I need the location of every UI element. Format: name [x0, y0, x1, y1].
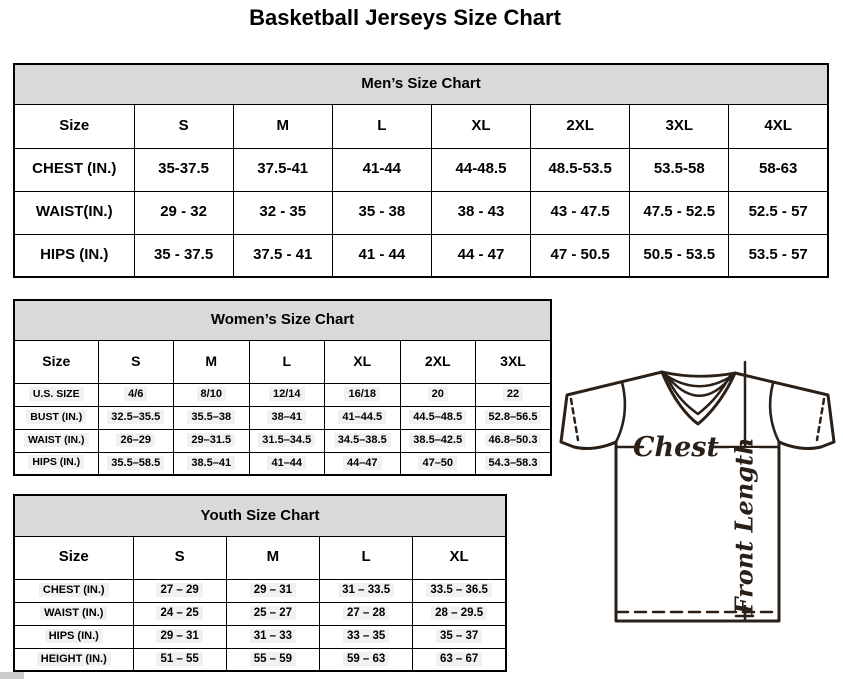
table-cell-text: 33 – 35	[343, 629, 389, 643]
table-cell: 29 - 32	[134, 191, 233, 234]
column-header-m: M	[174, 340, 250, 383]
column-header-l: L	[332, 104, 431, 148]
column-header-2xl: 2XL	[531, 104, 630, 148]
row-label	[14, 648, 133, 671]
table-cell	[174, 383, 250, 406]
table-cell-text: 27 – 28	[343, 606, 389, 620]
men-row-2	[14, 234, 828, 277]
table-cell-text: 31 – 33	[250, 629, 296, 643]
row-label	[14, 452, 98, 475]
table-cell: 41 - 44	[332, 234, 431, 277]
table-cell: 43 - 47.5	[531, 191, 630, 234]
table-cell	[226, 602, 319, 625]
left-cuff-dashed-seam	[571, 399, 578, 440]
size-header-cell: Size	[14, 340, 98, 383]
table-cell	[413, 625, 506, 648]
table-cell	[320, 602, 413, 625]
column-header-3xl: 3XL	[630, 104, 729, 148]
table-cell-text: 32.5–35.5	[107, 410, 164, 424]
table-cell	[133, 579, 226, 602]
collar-top-edge	[662, 372, 735, 376]
table-cell-text: 34.5–38.5	[334, 433, 391, 447]
table-cell	[413, 602, 506, 625]
page-title: Basketball Jerseys Size Chart	[249, 5, 561, 30]
table-cell-text: 24 – 25	[156, 606, 202, 620]
youth-row-3	[14, 648, 506, 671]
table-cell	[476, 429, 552, 452]
table-cell: 44-48.5	[431, 148, 530, 191]
column-header-m: M	[226, 536, 319, 579]
men-row-0	[14, 148, 828, 191]
column-header-s: S	[98, 340, 174, 383]
table-cell	[320, 625, 413, 648]
table-cell-text: 29 – 31	[250, 583, 296, 597]
table-cell-text: 38.5–41	[187, 456, 235, 470]
table-cell-text: 31 – 33.5	[338, 583, 394, 597]
table-cell-text: 35 – 37	[436, 629, 482, 643]
row-label-text: WAIST (IN.)	[40, 606, 107, 620]
jersey-diagram	[550, 352, 843, 637]
table-cell: 52.5 - 57	[729, 191, 828, 234]
women-row-3	[14, 452, 551, 475]
men-row-1	[14, 191, 828, 234]
column-header-l: L	[320, 536, 413, 579]
row-label	[14, 602, 133, 625]
table-cell	[476, 406, 552, 429]
table-cell	[400, 452, 476, 475]
table-cell-text: 31.5–34.5	[258, 433, 315, 447]
row-label-text: CHEST (IN.)	[39, 583, 109, 597]
table-cell: 47 - 50.5	[531, 234, 630, 277]
table-cell	[226, 579, 319, 602]
table-cell-text: 29–31.5	[187, 433, 235, 447]
size-header-cell: Size	[14, 536, 133, 579]
table-cell: 58-63	[729, 148, 828, 191]
table-cell	[249, 383, 325, 406]
womens-size-chart-table	[13, 299, 552, 476]
table-cell	[98, 406, 174, 429]
column-header-2xl: 2XL	[400, 340, 476, 383]
row-label	[14, 579, 133, 602]
table-cell	[133, 602, 226, 625]
column-header-4xl: 4XL	[729, 104, 828, 148]
table-cell	[400, 406, 476, 429]
row-label: HIPS (IN.)	[14, 234, 134, 277]
table-cell	[325, 452, 401, 475]
column-header-s: S	[134, 104, 233, 148]
youth-size-chart-table	[13, 494, 507, 672]
row-label-text: U.S. SIZE	[29, 387, 84, 401]
row-label	[14, 429, 98, 452]
table-cell	[320, 579, 413, 602]
table-cell-text: 38–41	[267, 410, 306, 424]
right-cuff-dashed-seam	[817, 399, 824, 440]
row-label	[14, 406, 98, 429]
table-cell	[98, 383, 174, 406]
table-cell-text: 8/10	[197, 387, 226, 401]
column-header-xl: XL	[431, 104, 530, 148]
row-label-text: HIPS (IN.)	[45, 629, 103, 643]
table-cell: 47.5 - 52.5	[630, 191, 729, 234]
right-armhole-seam	[770, 383, 779, 442]
row-label	[14, 383, 98, 406]
table-cell-text: 38.5–42.5	[409, 433, 466, 447]
column-header-m: M	[233, 104, 332, 148]
table-cell	[133, 625, 226, 648]
row-label-text: WAIST (IN.)	[24, 433, 89, 447]
table-cell-text: 35.5–38	[187, 410, 235, 424]
youth-row-2	[14, 625, 506, 648]
table-cell-text: 59 – 63	[343, 652, 389, 666]
table-cell: 44 - 47	[431, 234, 530, 277]
table-cell: 37.5-41	[233, 148, 332, 191]
row-label: WAIST(IN.)	[14, 191, 134, 234]
youth-row-1	[14, 602, 506, 625]
table-cell-text: 41–44	[267, 456, 306, 470]
men-table-title: Men’s Size Chart	[14, 64, 828, 104]
table-cell	[325, 383, 401, 406]
table-cell: 53.5 - 57	[729, 234, 828, 277]
women-row-1	[14, 406, 551, 429]
table-cell-text: 55 – 59	[250, 652, 296, 666]
table-cell-text: 20	[428, 387, 448, 401]
column-header-xl: XL	[413, 536, 506, 579]
table-cell	[320, 648, 413, 671]
table-cell-text: 44.5–48.5	[409, 410, 466, 424]
table-cell: 48.5-53.5	[531, 148, 630, 191]
row-label: CHEST (IN.)	[14, 148, 134, 191]
chest-label: Chest	[633, 432, 719, 463]
table-cell	[98, 452, 174, 475]
table-cell	[400, 429, 476, 452]
table-cell: 53.5-58	[630, 148, 729, 191]
table-cell	[413, 648, 506, 671]
table-cell-text: 12/14	[269, 387, 305, 401]
table-cell-text: 63 – 67	[436, 652, 482, 666]
row-label-text: BUST (IN.)	[26, 410, 86, 424]
table-cell-text: 16/18	[344, 387, 380, 401]
table-cell-text: 25 – 27	[250, 606, 296, 620]
table-cell-text: 27 – 29	[156, 583, 202, 597]
table-cell-text: 41–44.5	[338, 410, 386, 424]
table-cell	[249, 429, 325, 452]
table-cell	[133, 648, 226, 671]
table-cell	[413, 579, 506, 602]
table-cell: 35-37.5	[134, 148, 233, 191]
size-header-cell: Size	[14, 104, 134, 148]
men-table-grid	[13, 63, 829, 278]
table-cell-text: 33.5 – 36.5	[426, 583, 492, 597]
column-header-l: L	[249, 340, 325, 383]
table-cell	[400, 383, 476, 406]
table-cell-text: 26–29	[116, 433, 155, 447]
table-cell-text: 47–50	[418, 456, 457, 470]
table-cell-text: 35.5–58.5	[107, 456, 164, 470]
table-cell-text: 54.3–58.3	[485, 456, 542, 470]
table-cell	[249, 452, 325, 475]
women-table-grid	[13, 299, 552, 476]
left-armhole-seam	[616, 382, 625, 442]
table-cell	[174, 429, 250, 452]
youth-table-grid	[13, 494, 507, 672]
table-cell	[476, 452, 552, 475]
table-cell-text: 28 – 29.5	[431, 606, 487, 620]
table-cell	[174, 406, 250, 429]
table-cell	[174, 452, 250, 475]
women-row-0	[14, 383, 551, 406]
table-cell-text: 22	[503, 387, 523, 401]
column-header-3xl: 3XL	[476, 340, 552, 383]
table-cell	[325, 406, 401, 429]
table-cell	[325, 429, 401, 452]
table-cell-text: 46.8–50.3	[485, 433, 542, 447]
youth-table-title: Youth Size Chart	[14, 495, 506, 536]
table-cell: 37.5 - 41	[233, 234, 332, 277]
table-cell-text: 44–47	[343, 456, 382, 470]
scroll-artifact	[0, 672, 24, 679]
row-label-text: HIPS (IN.)	[28, 455, 84, 469]
front-length-label: Front Length	[729, 437, 759, 615]
table-cell	[226, 648, 319, 671]
table-cell: 41-44	[332, 148, 431, 191]
column-header-xl: XL	[325, 340, 401, 383]
table-cell: 38 - 43	[431, 191, 530, 234]
youth-row-0	[14, 579, 506, 602]
table-cell: 35 - 37.5	[134, 234, 233, 277]
women-table-title: Women’s Size Chart	[14, 300, 551, 340]
mens-size-chart-table	[13, 63, 829, 278]
jersey-outline-path	[561, 372, 834, 621]
women-row-2	[14, 429, 551, 452]
table-cell	[249, 406, 325, 429]
row-label-text: HEIGHT (IN.)	[37, 652, 111, 666]
table-cell	[98, 429, 174, 452]
table-cell-text: 51 – 55	[156, 652, 202, 666]
column-header-s: S	[133, 536, 226, 579]
row-label	[14, 625, 133, 648]
table-cell: 35 - 38	[332, 191, 431, 234]
table-cell-text: 29 – 31	[156, 629, 202, 643]
table-cell-text: 4/6	[124, 387, 147, 401]
table-cell	[476, 383, 552, 406]
table-cell-text: 52.8–56.5	[485, 410, 542, 424]
table-cell: 50.5 - 53.5	[630, 234, 729, 277]
table-cell	[226, 625, 319, 648]
table-cell: 32 - 35	[233, 191, 332, 234]
